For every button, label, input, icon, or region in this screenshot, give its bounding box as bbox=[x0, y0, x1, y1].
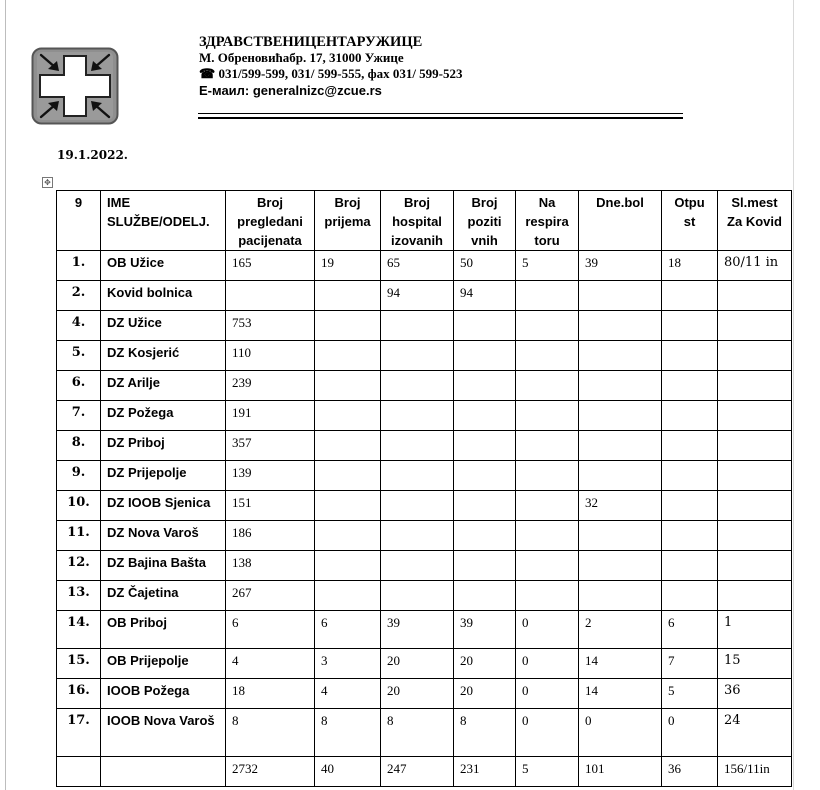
cell-name bbox=[101, 757, 226, 787]
cell-daily-sick bbox=[579, 311, 662, 341]
letterhead-rule-thin bbox=[198, 113, 683, 114]
header-respirator: Na respira toru bbox=[516, 191, 579, 251]
page-edge-right bbox=[793, 0, 794, 790]
cell-positive bbox=[454, 371, 516, 401]
cell-positive bbox=[454, 521, 516, 551]
cell-discharged bbox=[662, 431, 718, 461]
cell-admissions bbox=[315, 431, 381, 461]
organization-phones: ☎ 031/599-599, 031/ 599-555, фах 031/ 599-523 bbox=[199, 66, 463, 81]
cell-hospitalized bbox=[381, 311, 454, 341]
totals-row bbox=[57, 757, 792, 787]
cell-name: Kovid bolnica bbox=[101, 281, 226, 311]
cell-hospitalized: 20 bbox=[381, 679, 454, 709]
cell-free-beds: 24 bbox=[718, 709, 792, 757]
cell-hospitalized: 20 bbox=[381, 649, 454, 679]
report-table bbox=[56, 190, 792, 787]
cell-free-beds: 156/11in bbox=[718, 757, 792, 787]
cell-daily-sick: 14 bbox=[579, 649, 662, 679]
cell-hospitalized bbox=[381, 341, 454, 371]
cell-admissions bbox=[315, 551, 381, 581]
cell-name: DZ Nova Varoš bbox=[101, 521, 226, 551]
cell-positive bbox=[454, 341, 516, 371]
cell-discharged bbox=[662, 281, 718, 311]
cell-discharged bbox=[662, 341, 718, 371]
cell-positive: 50 bbox=[454, 251, 516, 281]
cell-hospitalized: 247 bbox=[381, 757, 454, 787]
cell-discharged: 6 bbox=[662, 611, 718, 649]
cell-positive: 20 bbox=[454, 679, 516, 709]
cell-admissions: 3 bbox=[315, 649, 381, 679]
cell-free-beds bbox=[718, 371, 792, 401]
cell-admissions: 19 bbox=[315, 251, 381, 281]
table-row bbox=[57, 401, 792, 431]
cell-hospitalized: 65 bbox=[381, 251, 454, 281]
cell-examined bbox=[226, 281, 315, 311]
cell-examined: 138 bbox=[226, 551, 315, 581]
cell-no: 17. bbox=[57, 709, 101, 757]
cell-free-beds: 80/11 in bbox=[718, 251, 792, 281]
cell-discharged bbox=[662, 311, 718, 341]
cell-daily-sick bbox=[579, 341, 662, 371]
cell-hospitalized bbox=[381, 401, 454, 431]
cell-name: IOOB Požega bbox=[101, 679, 226, 709]
table-move-handle-icon[interactable]: ✥ bbox=[42, 177, 53, 188]
table-row bbox=[57, 649, 792, 679]
cell-discharged: 36 bbox=[662, 757, 718, 787]
cell-discharged: 18 bbox=[662, 251, 718, 281]
table-row bbox=[57, 679, 792, 709]
cell-hospitalized bbox=[381, 491, 454, 521]
cell-hospitalized bbox=[381, 461, 454, 491]
cell-respirator bbox=[516, 461, 579, 491]
cell-name: DZ Priboj bbox=[101, 431, 226, 461]
cell-daily-sick: 101 bbox=[579, 757, 662, 787]
cell-discharged bbox=[662, 581, 718, 611]
cell-examined: 6 bbox=[226, 611, 315, 649]
cell-no: 2. bbox=[57, 281, 101, 311]
cell-name: DZ Čajetina bbox=[101, 581, 226, 611]
cell-discharged bbox=[662, 461, 718, 491]
cell-name: DZ Kosjerić bbox=[101, 341, 226, 371]
table-row bbox=[57, 431, 792, 461]
cell-free-beds: 1 bbox=[718, 611, 792, 649]
cell-no: 11. bbox=[57, 521, 101, 551]
cell-examined: 4 bbox=[226, 649, 315, 679]
cell-positive: 8 bbox=[454, 709, 516, 757]
cell-admissions bbox=[315, 461, 381, 491]
cell-name: DZ Arilje bbox=[101, 371, 226, 401]
cell-daily-sick bbox=[579, 461, 662, 491]
cell-examined: 110 bbox=[226, 341, 315, 371]
table-row bbox=[57, 251, 792, 281]
cell-respirator: 0 bbox=[516, 679, 579, 709]
cell-positive bbox=[454, 551, 516, 581]
cell-no: 16. bbox=[57, 679, 101, 709]
cell-discharged bbox=[662, 551, 718, 581]
cell-positive bbox=[454, 461, 516, 491]
cell-daily-sick bbox=[579, 431, 662, 461]
cell-free-beds bbox=[718, 491, 792, 521]
cell-free-beds bbox=[718, 581, 792, 611]
cell-respirator bbox=[516, 371, 579, 401]
cell-respirator bbox=[516, 431, 579, 461]
cell-name: DZ Prijepolje bbox=[101, 461, 226, 491]
cell-free-beds: 36 bbox=[718, 679, 792, 709]
cell-respirator bbox=[516, 551, 579, 581]
cell-no: 8. bbox=[57, 431, 101, 461]
header-positive: Broj poziti vnih bbox=[454, 191, 516, 251]
header-no: 9 bbox=[57, 191, 101, 251]
cell-positive: 39 bbox=[454, 611, 516, 649]
cell-free-beds bbox=[718, 551, 792, 581]
cell-free-beds bbox=[718, 521, 792, 551]
table-row bbox=[57, 611, 792, 649]
cell-respirator: 0 bbox=[516, 611, 579, 649]
cell-no: 7. bbox=[57, 401, 101, 431]
cell-discharged: 7 bbox=[662, 649, 718, 679]
cell-no: 12. bbox=[57, 551, 101, 581]
cell-examined: 239 bbox=[226, 371, 315, 401]
table-row bbox=[57, 461, 792, 491]
cell-examined: 165 bbox=[226, 251, 315, 281]
cell-free-beds bbox=[718, 311, 792, 341]
cell-admissions: 4 bbox=[315, 679, 381, 709]
cell-admissions bbox=[315, 371, 381, 401]
cell-daily-sick bbox=[579, 551, 662, 581]
cell-admissions: 40 bbox=[315, 757, 381, 787]
cell-admissions bbox=[315, 401, 381, 431]
cell-name: OB Prijepolje bbox=[101, 649, 226, 679]
report-table-body bbox=[57, 191, 792, 787]
cell-hospitalized bbox=[381, 431, 454, 461]
cell-respirator: 0 bbox=[516, 709, 579, 757]
header-discharged: Otpu st bbox=[662, 191, 718, 251]
cell-daily-sick bbox=[579, 521, 662, 551]
letterhead bbox=[199, 34, 699, 99]
cell-admissions: 6 bbox=[315, 611, 381, 649]
cell-no: 15. bbox=[57, 649, 101, 679]
cell-admissions bbox=[315, 281, 381, 311]
cell-respirator: 0 bbox=[516, 649, 579, 679]
cell-admissions bbox=[315, 521, 381, 551]
cell-respirator bbox=[516, 281, 579, 311]
header-daily-sick: Dne.bol bbox=[579, 191, 662, 251]
cell-name: DZ Bajina Bašta bbox=[101, 551, 226, 581]
cell-no: 10. bbox=[57, 491, 101, 521]
cell-respirator bbox=[516, 491, 579, 521]
cell-examined: 753 bbox=[226, 311, 315, 341]
table-row bbox=[57, 371, 792, 401]
cell-hospitalized: 94 bbox=[381, 281, 454, 311]
header-row bbox=[57, 191, 792, 251]
cell-daily-sick bbox=[579, 401, 662, 431]
table-row bbox=[57, 521, 792, 551]
cell-positive bbox=[454, 491, 516, 521]
cell-positive: 94 bbox=[454, 281, 516, 311]
cell-discharged bbox=[662, 371, 718, 401]
cell-discharged bbox=[662, 491, 718, 521]
cell-daily-sick bbox=[579, 581, 662, 611]
cell-name: OB Užice bbox=[101, 251, 226, 281]
health-center-logo bbox=[31, 47, 119, 125]
organization-email: Е-маил: generalnizc@zcue.rs bbox=[199, 83, 382, 98]
table-row bbox=[57, 491, 792, 521]
cell-name: DZ Užice bbox=[101, 311, 226, 341]
page-edge-left bbox=[5, 0, 6, 790]
cell-positive bbox=[454, 431, 516, 461]
cell-hospitalized: 8 bbox=[381, 709, 454, 757]
cell-positive bbox=[454, 581, 516, 611]
cell-free-beds bbox=[718, 341, 792, 371]
cell-admissions bbox=[315, 491, 381, 521]
letterhead-rule-thick bbox=[198, 117, 683, 119]
cell-hospitalized bbox=[381, 581, 454, 611]
cell-respirator: 5 bbox=[516, 251, 579, 281]
cell-daily-sick: 14 bbox=[579, 679, 662, 709]
cell-respirator bbox=[516, 311, 579, 341]
cell-no: 1. bbox=[57, 251, 101, 281]
header-admissions: Broj prijema bbox=[315, 191, 381, 251]
table-row bbox=[57, 709, 792, 757]
table-row bbox=[57, 311, 792, 341]
cell-positive: 20 bbox=[454, 649, 516, 679]
table-row bbox=[57, 341, 792, 371]
cell-examined: 139 bbox=[226, 461, 315, 491]
report-date: 19.1.2022. bbox=[57, 148, 128, 162]
cell-no bbox=[57, 757, 101, 787]
cell-name: OB Priboj bbox=[101, 611, 226, 649]
header-free-beds: Sl.mest Za Kovid bbox=[718, 191, 792, 251]
cell-daily-sick bbox=[579, 371, 662, 401]
table-row bbox=[57, 581, 792, 611]
cell-positive bbox=[454, 401, 516, 431]
cell-examined: 8 bbox=[226, 709, 315, 757]
cell-hospitalized bbox=[381, 521, 454, 551]
cell-hospitalized bbox=[381, 551, 454, 581]
cell-discharged bbox=[662, 401, 718, 431]
cell-daily-sick: 32 bbox=[579, 491, 662, 521]
table-row bbox=[57, 551, 792, 581]
cell-no: 13. bbox=[57, 581, 101, 611]
cell-free-beds bbox=[718, 431, 792, 461]
cell-daily-sick: 39 bbox=[579, 251, 662, 281]
cell-no: 4. bbox=[57, 311, 101, 341]
cell-respirator bbox=[516, 341, 579, 371]
cell-discharged bbox=[662, 521, 718, 551]
cell-positive bbox=[454, 311, 516, 341]
cell-name: DZ IOOB Sjenica bbox=[101, 491, 226, 521]
cell-free-beds: 15 bbox=[718, 649, 792, 679]
cell-no: 6. bbox=[57, 371, 101, 401]
cell-free-beds bbox=[718, 401, 792, 431]
cell-positive: 231 bbox=[454, 757, 516, 787]
cell-hospitalized bbox=[381, 371, 454, 401]
header-hospitalized: Broj hospital izovanih bbox=[381, 191, 454, 251]
cell-examined: 267 bbox=[226, 581, 315, 611]
cell-respirator bbox=[516, 581, 579, 611]
cell-examined: 151 bbox=[226, 491, 315, 521]
organization-address: М. Обреновићабр. 17, 31000 Ужице bbox=[199, 50, 404, 65]
table-row bbox=[57, 281, 792, 311]
cell-hospitalized: 39 bbox=[381, 611, 454, 649]
cell-daily-sick bbox=[579, 281, 662, 311]
cell-examined: 186 bbox=[226, 521, 315, 551]
cell-daily-sick: 2 bbox=[579, 611, 662, 649]
organization-name: ЗДРАВСТВЕНИЦЕНТАРУЖИЦЕ bbox=[199, 34, 423, 50]
cell-no: 5. bbox=[57, 341, 101, 371]
cell-name: IOOB Nova Varoš bbox=[101, 709, 226, 757]
cell-examined: 18 bbox=[226, 679, 315, 709]
cell-discharged: 0 bbox=[662, 709, 718, 757]
header-examined: Broj pregledani pacijenata bbox=[226, 191, 315, 251]
cell-free-beds bbox=[718, 461, 792, 491]
cell-admissions bbox=[315, 311, 381, 341]
cell-discharged: 5 bbox=[662, 679, 718, 709]
cell-examined: 191 bbox=[226, 401, 315, 431]
cell-admissions bbox=[315, 341, 381, 371]
cell-examined: 2732 bbox=[226, 757, 315, 787]
cell-free-beds bbox=[718, 281, 792, 311]
cell-respirator bbox=[516, 401, 579, 431]
cell-examined: 357 bbox=[226, 431, 315, 461]
cell-no: 9. bbox=[57, 461, 101, 491]
cell-name: DZ Požega bbox=[101, 401, 226, 431]
cell-admissions: 8 bbox=[315, 709, 381, 757]
cell-no: 14. bbox=[57, 611, 101, 649]
cell-daily-sick: 0 bbox=[579, 709, 662, 757]
cell-respirator bbox=[516, 521, 579, 551]
cell-admissions bbox=[315, 581, 381, 611]
header-name: IME SLUŽBE/ODELJ. bbox=[101, 191, 226, 251]
cell-respirator: 5 bbox=[516, 757, 579, 787]
